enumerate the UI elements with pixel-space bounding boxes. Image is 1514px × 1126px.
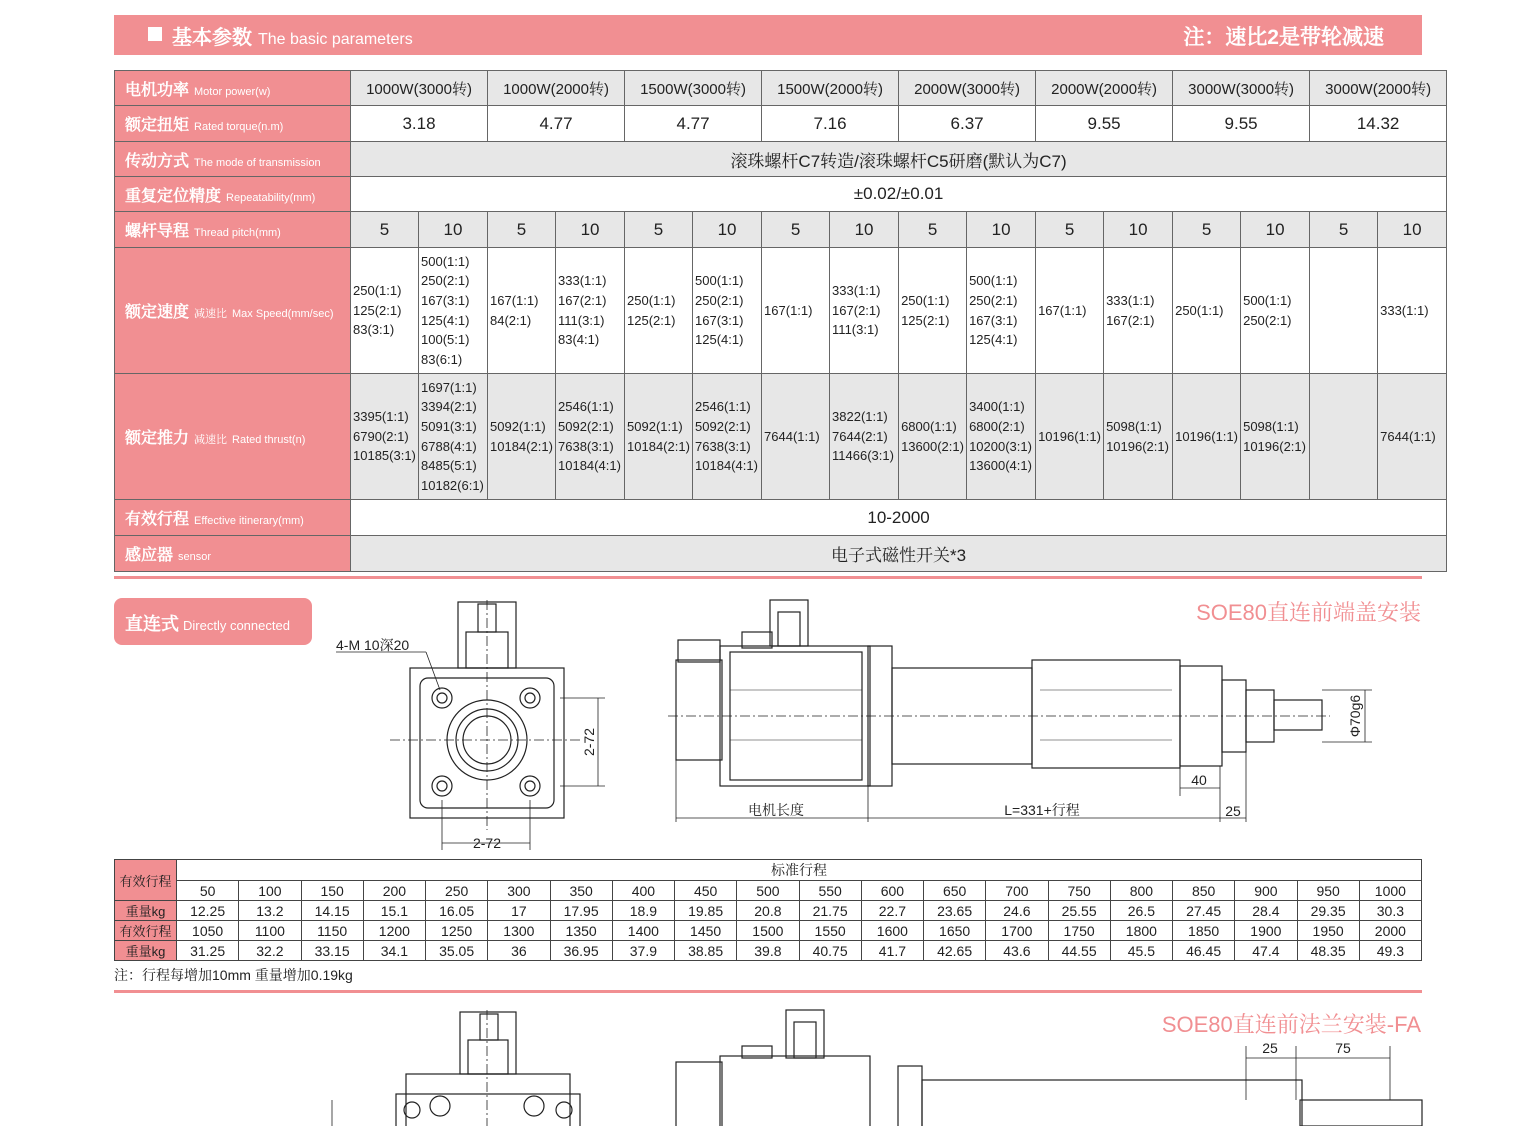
stroke-row-weights_2 xyxy=(115,941,1422,961)
param-cell: 9.55 xyxy=(1173,106,1310,142)
direct-connected-pill: 直连式 Directly connected xyxy=(114,598,312,645)
stroke-cell: 34.1 xyxy=(363,941,425,961)
stroke-cell: 800 xyxy=(1110,881,1172,901)
stroke-cell: 750 xyxy=(1048,881,1110,901)
row-label-rated_torque: 额定扭矩 Rated torque(n.m) xyxy=(115,106,351,142)
dim-motor-length-label: 电机长度 xyxy=(748,802,804,818)
stroke-cell: 37.9 xyxy=(612,941,674,961)
stroke-cell: 40.75 xyxy=(799,941,861,961)
param-cell: 4.77 xyxy=(488,106,625,142)
stroke-cell: 1250 xyxy=(426,921,488,941)
stroke-cell: 1400 xyxy=(612,921,674,941)
stroke-header-row xyxy=(115,860,1422,881)
stroke-cell: 1750 xyxy=(1048,921,1110,941)
dim-40-label: 40 xyxy=(1191,772,1207,788)
param-cell: 10 xyxy=(1104,212,1173,248)
param-cell: 3822(1:1) 7644(2:1) 11466(3:1) xyxy=(830,374,899,500)
stroke-cell: 27.45 xyxy=(1173,901,1235,921)
stroke-cell: 600 xyxy=(861,881,923,901)
param-cell: 10196(1:1) xyxy=(1173,374,1241,500)
stroke-cell: 900 xyxy=(1235,881,1297,901)
flange-dim-25-label: 25 xyxy=(1262,1040,1278,1056)
stroke-cell: 1800 xyxy=(1110,921,1172,941)
dim-side-vertical-label: 2-72 xyxy=(581,727,597,757)
stroke-cell: 47.4 xyxy=(1235,941,1297,961)
param-cell: 10 xyxy=(830,212,899,248)
param-cell: 333(1:1) xyxy=(1378,248,1447,374)
stroke-cell: 35.05 xyxy=(426,941,488,961)
stroke-cell: 350 xyxy=(550,881,612,901)
stroke-cell: 20.8 xyxy=(737,901,799,921)
param-cell: 250(1:1) 125(2:1) xyxy=(625,248,693,374)
param-cell: 3395(1:1) 6790(2:1) 10185(3:1) xyxy=(351,374,419,500)
param-cell: 250(1:1) 125(2:1) 83(3:1) xyxy=(351,248,419,374)
flange-dim-75-label: 75 xyxy=(1335,1040,1351,1056)
row-label-motor_power: 电机功率 Motor power(w) xyxy=(115,71,351,106)
param-cell: 5 xyxy=(899,212,967,248)
stroke-cell: 100 xyxy=(239,881,301,901)
param-cell: 1500W(3000转) xyxy=(625,71,762,106)
param-cell: 电子式磁性开关*3 xyxy=(351,536,1447,572)
row-label: 重量kg xyxy=(115,941,177,961)
row-label: 有效行程 xyxy=(115,921,177,941)
row-label-sensor: 感应器 sensor xyxy=(115,536,351,572)
stroke-weight-table xyxy=(114,859,1422,961)
param-cell: 7644(1:1) xyxy=(1378,374,1447,500)
param-cell: 1500W(2000转) xyxy=(762,71,899,106)
param-cell: 500(1:1) 250(2:1) 167(3:1) 125(4:1) 100(5:1) 83(6:1) xyxy=(419,248,488,374)
stroke-cell: 42.65 xyxy=(924,941,986,961)
stroke-cell: 1450 xyxy=(675,921,737,941)
stroke-cell: 1600 xyxy=(861,921,923,941)
stroke-cell: 24.6 xyxy=(986,901,1048,921)
param-cell: 1000W(2000转) xyxy=(488,71,625,106)
row-label-effective_stroke: 有效行程 Effective itinerary(mm) xyxy=(115,500,351,536)
stroke-cell: 43.6 xyxy=(986,941,1048,961)
stroke-cell: 29.35 xyxy=(1297,901,1359,921)
param-cell: 5 xyxy=(351,212,419,248)
stroke-cell: 1950 xyxy=(1297,921,1359,941)
stroke-cell: 32.2 xyxy=(239,941,301,961)
stroke-cell: 45.5 xyxy=(1110,941,1172,961)
stroke-cell: 1650 xyxy=(924,921,986,941)
stroke-cell: 44.55 xyxy=(1048,941,1110,961)
param-cell: 3000W(2000转) xyxy=(1310,71,1447,106)
stroke-cell: 22.7 xyxy=(861,901,923,921)
row-label-max_speed: 额定速度 减速比 Max Speed(mm/sec) xyxy=(115,248,351,374)
stroke-row-strokes_1 xyxy=(115,881,1422,901)
dim-shaft-label: Φ70g6 xyxy=(1347,694,1363,738)
param-cell: 167(1:1) 84(2:1) xyxy=(488,248,556,374)
stroke-cell: 1700 xyxy=(986,921,1048,941)
param-cell: 5098(1:1) 10196(2:1) xyxy=(1104,374,1173,500)
param-cell: 2546(1:1) 5092(2:1) 7638(3:1) 10184(4:1) xyxy=(693,374,762,500)
standard-stroke-header: 标准行程 xyxy=(177,860,1422,881)
param-cell: 10 xyxy=(693,212,762,248)
param-cell: 6800(1:1) 13600(2:1) xyxy=(899,374,967,500)
param-cell: 2000W(2000转) xyxy=(1036,71,1173,106)
stroke-cell: 1350 xyxy=(550,921,612,941)
dim-length-formula-label: L=331+行程 xyxy=(1004,802,1080,818)
param-cell: 5 xyxy=(762,212,830,248)
stroke-cell: 23.65 xyxy=(924,901,986,921)
stroke-cell: 26.5 xyxy=(1110,901,1172,921)
stroke-cell: 1200 xyxy=(363,921,425,941)
param-cell: 167(1:1) xyxy=(1036,248,1104,374)
section-title: 基本参数 The basic parameters xyxy=(172,27,413,49)
stroke-cell: 12.25 xyxy=(177,901,239,921)
stroke-cell: 700 xyxy=(986,881,1048,901)
stroke-cell: 450 xyxy=(675,881,737,901)
weight-note: 注：行程每增加10mm 重量增加0.19kg xyxy=(114,967,353,983)
stroke-cell: 50 xyxy=(177,881,239,901)
stroke-cell: 17.95 xyxy=(550,901,612,921)
param-cell: 333(1:1) 167(2:1) xyxy=(1104,248,1173,374)
row-label-repeatability: 重复定位精度 Repeatability(mm) xyxy=(115,177,351,212)
param-cell: 10 xyxy=(1378,212,1447,248)
param-cell: 250(1:1) xyxy=(1173,248,1241,374)
param-cell: 333(1:1) 167(2:1) 111(3:1) xyxy=(830,248,899,374)
dim-25-label: 25 xyxy=(1225,803,1241,819)
row-label: 重量kg xyxy=(115,901,177,921)
stroke-cell: 31.25 xyxy=(177,941,239,961)
param-cell: 9.55 xyxy=(1036,106,1173,142)
stroke-cell: 19.85 xyxy=(675,901,737,921)
header-note: 注：速比2是带轮减速 xyxy=(1183,26,1384,49)
stroke-cell: 950 xyxy=(1297,881,1359,901)
stroke-cell: 1000 xyxy=(1359,881,1421,901)
param-cell: 5 xyxy=(1310,212,1378,248)
flange-front-view-drawing xyxy=(332,1010,580,1126)
stroke-cell: 30.3 xyxy=(1359,901,1421,921)
stroke-cell: 150 xyxy=(301,881,363,901)
stroke-cell: 18.9 xyxy=(612,901,674,921)
param-cell: 167(1:1) xyxy=(762,248,830,374)
stroke-row-strokes_2 xyxy=(115,921,1422,941)
dim-holes-label: 4-M 10深20 xyxy=(336,637,410,653)
stroke-cell: 550 xyxy=(799,881,861,901)
param-cell: 2000W(3000转) xyxy=(899,71,1036,106)
stroke-cell: 1050 xyxy=(177,921,239,941)
stroke-cell: 500 xyxy=(737,881,799,901)
param-cell: 2546(1:1) 5092(2:1) 7638(3:1) 10184(4:1) xyxy=(556,374,625,500)
stroke-row-weights_1 xyxy=(115,901,1422,921)
param-cell: 5 xyxy=(1036,212,1104,248)
param-cell: 10 xyxy=(556,212,625,248)
param-cell: 10 xyxy=(419,212,488,248)
stroke-cell: 1850 xyxy=(1173,921,1235,941)
stroke-cell: 200 xyxy=(363,881,425,901)
stroke-cell: 36 xyxy=(488,941,550,961)
param-cell: 1000W(3000转) xyxy=(351,71,488,106)
param-cell: 14.32 xyxy=(1310,106,1447,142)
stroke-cell: 46.45 xyxy=(1173,941,1235,961)
param-cell: 500(1:1) 250(2:1) 167(3:1) 125(4:1) xyxy=(967,248,1036,374)
stroke-cell: 41.7 xyxy=(861,941,923,961)
param-cell: 5092(1:1) 10184(2:1) xyxy=(625,374,693,500)
param-cell: 10 xyxy=(967,212,1036,248)
param-cell: 4.77 xyxy=(625,106,762,142)
param-cell: 5092(1:1) 10184(2:1) xyxy=(488,374,556,500)
param-cell: 5 xyxy=(625,212,693,248)
stroke-cell: 1550 xyxy=(799,921,861,941)
param-cell: 5 xyxy=(488,212,556,248)
stroke-cell: 13.2 xyxy=(239,901,301,921)
param-cell: 5 xyxy=(1173,212,1241,248)
section-divider-2 xyxy=(114,990,1422,993)
stroke-cell: 1900 xyxy=(1235,921,1297,941)
stroke-cell: 1300 xyxy=(488,921,550,941)
param-cell: 333(1:1) 167(2:1) 111(3:1) 83(4:1) xyxy=(556,248,625,374)
param-cell: 滚珠螺杆C7转造/滚珠螺杆C5研磨(默认为C7) xyxy=(351,142,1447,177)
stroke-cell: 33.15 xyxy=(301,941,363,961)
row-label-rated_thrust: 额定推力 减速比 Rated thrust(n) xyxy=(115,374,351,500)
stroke-cell: 48.35 xyxy=(1297,941,1359,961)
stroke-cell: 400 xyxy=(612,881,674,901)
stroke-cell: 300 xyxy=(488,881,550,901)
param-cell: ±0.02/±0.01 xyxy=(351,177,1447,212)
stroke-cell: 850 xyxy=(1173,881,1235,901)
stroke-cell: 15.1 xyxy=(363,901,425,921)
row-label-transmission: 传动方式 The mode of transmission xyxy=(115,142,351,177)
param-cell: 250(1:1) 125(2:1) xyxy=(899,248,967,374)
stroke-cell: 49.3 xyxy=(1359,941,1421,961)
stroke-cell: 25.55 xyxy=(1048,901,1110,921)
row-label-thread_pitch: 螺杆导程 Thread pitch(mm) xyxy=(115,212,351,248)
param-cell: 5098(1:1) 10196(2:1) xyxy=(1241,374,1310,500)
param-cell: 3.18 xyxy=(351,106,488,142)
dim-side-horizontal-label: 2-72 xyxy=(472,835,502,851)
stroke-cell: 39.8 xyxy=(737,941,799,961)
stroke-cell: 28.4 xyxy=(1235,901,1297,921)
stroke-cell: 36.95 xyxy=(550,941,612,961)
param-cell: 500(1:1) 250(2:1) xyxy=(1241,248,1310,374)
stroke-cell: 1500 xyxy=(737,921,799,941)
stroke-label: 有效行程 xyxy=(115,860,177,901)
param-cell: 7.16 xyxy=(762,106,899,142)
param-cell: 10-2000 xyxy=(351,500,1447,536)
stroke-cell: 16.05 xyxy=(426,901,488,921)
param-cell: 7644(1:1) xyxy=(762,374,830,500)
stroke-cell: 250 xyxy=(426,881,488,901)
stroke-cell: 650 xyxy=(924,881,986,901)
stroke-cell: 17 xyxy=(488,901,550,921)
stroke-cell: 14.15 xyxy=(301,901,363,921)
stroke-cell: 38.85 xyxy=(675,941,737,961)
stroke-cell: 2000 xyxy=(1359,921,1421,941)
param-cell: 500(1:1) 250(2:1) 167(3:1) 125(4:1) xyxy=(693,248,762,374)
param-cell: 1697(1:1) 3394(2:1) 5091(3:1) 6788(4:1) 8485(5:1) 10182(6:1) xyxy=(419,374,488,500)
stroke-cell: 1100 xyxy=(239,921,301,941)
install-title-flange: SOE80直连前法兰安装-FA xyxy=(1161,1012,1421,1037)
install-title-front-cover: SOE80直连前端盖安装 xyxy=(1196,600,1421,625)
side-view-drawing xyxy=(668,600,1372,822)
param-cell: 6.37 xyxy=(899,106,1036,142)
stroke-cell: 1150 xyxy=(301,921,363,941)
stroke-cell: 21.75 xyxy=(799,901,861,921)
param-cell: 3000W(3000转) xyxy=(1173,71,1310,106)
param-cell: 10196(1:1) xyxy=(1036,374,1104,500)
param-cell: 3400(1:1) 6800(2:1) 10200(3:1) 13600(4:1) xyxy=(967,374,1036,500)
param-cell: 10 xyxy=(1241,212,1310,248)
